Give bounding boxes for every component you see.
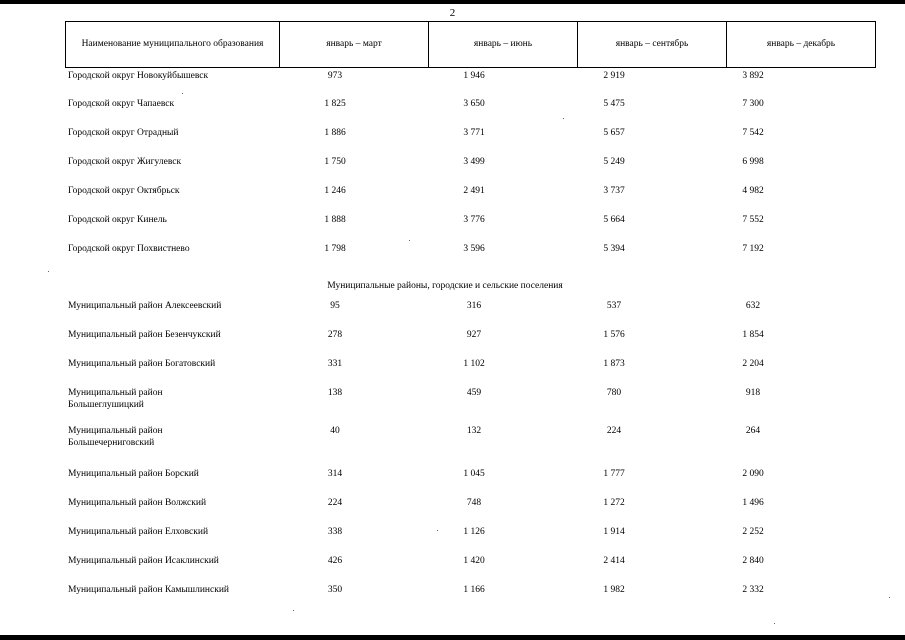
value-9m: 5 664 (603, 215, 625, 225)
municipality-name: Муниципальный район Большеглушицкий (68, 388, 163, 410)
value-h1: 459 (466, 388, 482, 398)
value-year: 1 854 (742, 330, 764, 340)
value-9m: 1 982 (603, 585, 625, 595)
top-border-rule (0, 0, 905, 4)
value-h1: 927 (466, 330, 482, 340)
value-year: 7 542 (742, 128, 764, 138)
value-9m: 1 914 (603, 527, 625, 537)
header-period-q1: январь – март (280, 22, 429, 68)
municipality-name: Городской округ Новокуйбышевск (68, 71, 209, 81)
value-year: 7 552 (742, 215, 764, 225)
value-q1: 1 246 (324, 186, 346, 196)
municipality-name: Муниципальный район Елховский (68, 527, 209, 537)
scan-speck (889, 597, 890, 598)
value-h1: 1 420 (463, 556, 485, 566)
value-q1: 1 750 (324, 157, 346, 167)
value-h1: 1 166 (463, 585, 485, 595)
value-year: 1 496 (742, 498, 764, 508)
value-h1: 1 045 (463, 469, 485, 479)
value-9m: 3 737 (603, 186, 625, 196)
value-q1: 973 (327, 71, 343, 81)
value-q1: 278 (327, 330, 343, 340)
value-q1: 350 (327, 585, 343, 595)
value-year: 3 892 (742, 71, 764, 81)
value-year: 6 998 (742, 157, 764, 167)
scan-speck (563, 118, 564, 119)
value-h1: 3 499 (463, 157, 485, 167)
scan-speck (48, 271, 49, 272)
value-9m: 2 414 (603, 556, 625, 566)
value-h1: 3 596 (463, 244, 485, 254)
value-year: 2 332 (742, 585, 764, 595)
header-row (66, 22, 876, 68)
value-9m: 5 249 (603, 157, 625, 167)
value-year: 264 (745, 426, 761, 436)
scan-speck (437, 530, 438, 531)
municipality-name: Муниципальный район Алексеевский (68, 301, 222, 311)
municipality-name: Городской округ Похвистнево (68, 244, 190, 254)
value-year: 7 192 (742, 244, 764, 254)
value-9m: 780 (606, 388, 622, 398)
value-year: 2 204 (742, 359, 764, 369)
value-q1: 426 (327, 556, 343, 566)
value-9m: 224 (606, 426, 622, 436)
value-h1: 748 (466, 498, 482, 508)
value-q1: 138 (327, 388, 343, 398)
value-q1: 1 798 (324, 244, 346, 254)
value-q1: 224 (327, 498, 343, 508)
value-h1: 2 491 (463, 186, 485, 196)
municipality-name: Муниципальный район Богатовский (68, 359, 216, 369)
municipality-name: Городской округ Отрадный (68, 128, 179, 138)
value-h1: 1 126 (463, 527, 485, 537)
bottom-border-rule (0, 635, 905, 640)
municipality-name: Городской округ Жигулевск (68, 157, 182, 167)
scan-speck (293, 610, 294, 611)
header-period-9m: январь – сентябрь (578, 22, 727, 68)
value-9m: 2 919 (603, 71, 625, 81)
scan-speck (774, 623, 775, 624)
value-year: 4 982 (742, 186, 764, 196)
value-q1: 1 888 (324, 215, 346, 225)
municipality-name: Городской округ Кинель (68, 215, 167, 225)
value-h1: 3 771 (463, 128, 485, 138)
value-year: 632 (745, 301, 761, 311)
value-year: 2 840 (742, 556, 764, 566)
page-number: 2 (449, 7, 456, 19)
header-period-year: январь – декабрь (727, 22, 876, 68)
value-h1: 1 946 (463, 71, 485, 81)
municipality-name: Муниципальный район Камышлинский (68, 585, 229, 595)
municipality-name: Муниципальный район Исаклинский (68, 556, 219, 566)
value-year: 2 090 (742, 469, 764, 479)
value-9m: 5 475 (603, 99, 625, 109)
value-q1: 95 (330, 301, 340, 311)
value-year: 2 252 (742, 527, 764, 537)
value-q1: 314 (327, 469, 343, 479)
section-heading: Муниципальные районы, городские и сельские поселения (327, 281, 563, 291)
scan-speck (409, 240, 410, 241)
value-year: 918 (745, 388, 761, 398)
value-h1: 1 102 (463, 359, 485, 369)
value-q1: 1 886 (324, 128, 346, 138)
header-period-h1: январь – июнь (429, 22, 578, 68)
value-9m: 5 394 (603, 244, 625, 254)
value-q1: 331 (327, 359, 343, 369)
value-year: 7 300 (742, 99, 764, 109)
municipality-name: Муниципальный район Волжский (68, 498, 207, 508)
municipality-name: Городской округ Чапаевск (68, 99, 175, 109)
header-name-column: Наименование муниципального образования (66, 22, 280, 68)
municipality-name: Городской округ Октябрьск (68, 186, 180, 196)
scan-speck (182, 93, 183, 94)
value-q1: 40 (330, 426, 340, 436)
value-9m: 537 (606, 301, 622, 311)
value-h1: 3 650 (463, 99, 485, 109)
table-header (65, 21, 876, 68)
value-q1: 1 825 (324, 99, 346, 109)
value-9m: 1 576 (603, 330, 625, 340)
value-h1: 316 (466, 301, 482, 311)
value-h1: 132 (466, 426, 482, 436)
value-h1: 3 776 (463, 215, 485, 225)
municipality-name: Муниципальный район Большечерниговский (68, 426, 163, 448)
value-9m: 5 657 (603, 128, 625, 138)
value-q1: 338 (327, 527, 343, 537)
value-9m: 1 272 (603, 498, 625, 508)
value-9m: 1 873 (603, 359, 625, 369)
municipality-name: Муниципальный район Безенчукский (68, 330, 221, 340)
municipality-name: Муниципальный район Борский (68, 469, 199, 479)
value-9m: 1 777 (603, 469, 625, 479)
